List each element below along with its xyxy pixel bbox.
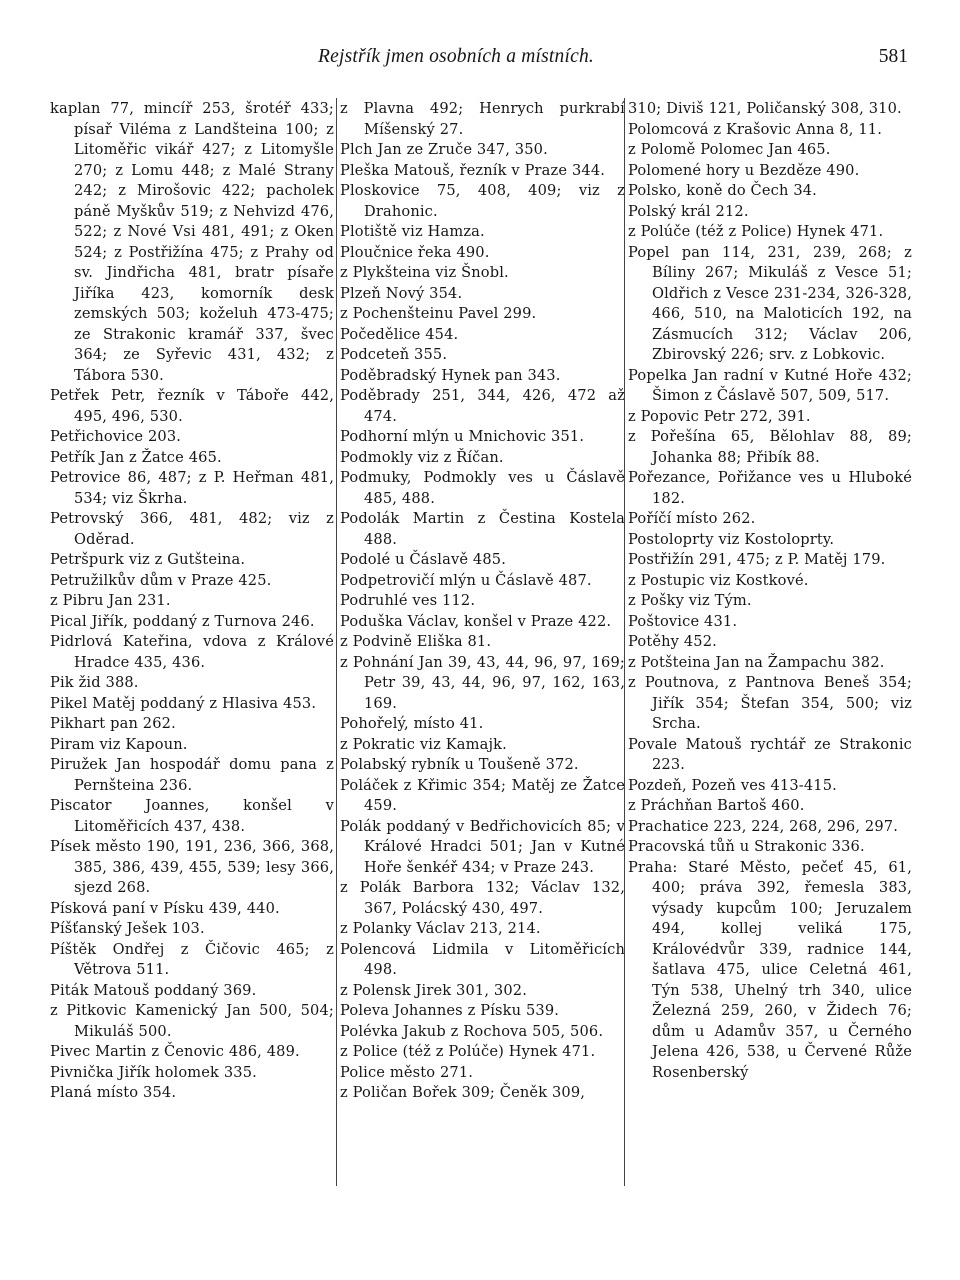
- index-entry: Píšťanský Ješek 103.: [50, 920, 205, 937]
- index-entry: z Polomě Polomec Jan 465.: [628, 141, 831, 158]
- index-entry: kaplan 77, mincíř 253, šrotéř 433; písař Viléma z Landšteina 100; z Litoměřic vikář 427; z Litomyšle 270; z Lomu 448; z Malé Strany 242; z Mirošovic 422; pacholek páně Myškův 519; z Nehvizd 476, 522; z Nové Vsi 481, 491; z Oken 524; z Postřižína 475; z Prahy od sv. Jindřicha 481, bratr písaře Jiříka 423, komorník desk zemských 503; koželuh 473-475; ze Strakonic kramář 337, švec 364; ze Syřevic 431, 432; z Tábora 530.: [50, 100, 334, 384]
- index-entry: Pical Jiřík, poddaný z Turnova 246.: [50, 612, 315, 630]
- index-entry: z Podvině Eliška 81.: [340, 633, 492, 650]
- index-column-1: [50, 99, 334, 1104]
- page-number: 581: [878, 46, 908, 67]
- index-entry: Podmokly viz z Říčan.: [340, 448, 504, 466]
- column-divider: [624, 98, 625, 1186]
- index-entry: Poděbradský Hynek pan 343.: [340, 366, 561, 384]
- index-entry: Ploskovice 75, 408, 409; viz z Drahonic.: [340, 182, 625, 220]
- index-entry: Plzeň Nový 354.: [340, 284, 463, 302]
- index-entry: z Práchňan Bartoš 460.: [628, 797, 805, 814]
- index-entry: Piták Matouš poddaný 369.: [50, 981, 257, 999]
- index-entry: z Pochenšteinu Pavel 299.: [340, 305, 537, 322]
- index-entry: z Pořešína 65, Bělohlav 88, 89; Johanka 88; Přibík 88.: [628, 428, 912, 466]
- index-entry: Popel pan 114, 231, 239, 268; z Bíliny 267; Mikuláš z Vesce 51; Oldřich z Vesce 231-234, 326-328, 466, 510, na Maloticích 192, na Zásmucích 312; Václav 206, Zbirovský 226; srv. z Lobkovic.: [628, 243, 912, 363]
- index-entry: Postoloprty viz Kostoloprty.: [628, 530, 835, 548]
- index-entry: Pivec Martin z Čenovic 486, 489.: [50, 1043, 300, 1060]
- index-entry: 310; Diviš 121, Poličanský 308, 310.: [628, 100, 902, 117]
- index-entry: Počedělice 454.: [340, 325, 459, 343]
- page-header: [0, 40, 960, 80]
- index-entry: Praha: Staré Město, pečeť 45, 61, 400; práva 392, řemesla 383, výsady kupcům 100; Jeruzalem 494, kollej veliká 175, Královédvůr 339, radnice 144, šatlava 475, ulice Celetná 461, Týn 538, Uhelný trh 340, ulice Železná 259, 260, v Židech 76; dům u Adamův 357, u Černého Jelena 426, 538, u Červené Růže Rosenberský: [628, 858, 912, 1081]
- index-column-2: [340, 99, 625, 1104]
- index-entry: Plch Jan ze Zruče 347, 350.: [340, 141, 548, 158]
- index-entry: Poděbrady 251, 344, 426, 472 až 474.: [340, 387, 625, 425]
- index-entry: Písek město 190, 191, 236, 366, 368, 385, 386, 439, 455, 539; lesy 366, sjezd 268.: [50, 838, 334, 896]
- index-entry: z Plykšteina viz Šnobl.: [340, 264, 509, 281]
- index-entry: z Police (též z Polúče) Hynek 471.: [340, 1043, 596, 1060]
- index-entry: Prachatice 223, 224, 268, 296, 297.: [628, 817, 899, 835]
- index-entry: Popelka Jan radní v Kutné Hoře 432; Šimon z Čáslavě 507, 509, 517.: [628, 366, 912, 404]
- index-entry: Potěhy 452.: [628, 633, 717, 650]
- index-entry: Pohořelý, místo 41.: [340, 715, 484, 732]
- index-entry: Polomené hory u Bezděze 490.: [628, 161, 860, 179]
- index-entry: Police město 271.: [340, 1063, 474, 1081]
- index-entry: z Popovic Petr 272, 391.: [628, 407, 811, 425]
- index-entry: Píštěk Ondřej z Čičovic 465; z Větrova 511.: [50, 940, 334, 978]
- index-entry: z Pibru Jan 231.: [50, 592, 171, 609]
- index-entry: Pikhart pan 262.: [50, 715, 176, 732]
- index-entry: Poštovice 431.: [628, 612, 738, 630]
- index-entry: Petřek Petr, řezník v Táboře 442, 495, 496, 530.: [50, 387, 334, 425]
- index-entry: Poláček z Křimic 354; Matěj ze Žatce 459.: [340, 776, 625, 814]
- index-entry: Pik žid 388.: [50, 674, 139, 691]
- index-entry: Petružilkův dům v Praze 425.: [50, 571, 272, 589]
- index-entry: Ploučnice řeka 490.: [340, 243, 490, 261]
- index-column-3: [628, 99, 912, 1083]
- index-entry: Poleva Johannes z Písku 539.: [340, 1002, 560, 1019]
- index-entry: z Polák Barbora 132; Václav 132, 367, Polácský 430, 497.: [340, 879, 625, 917]
- index-entry: Polévka Jakub z Rochova 505, 506.: [340, 1022, 604, 1040]
- index-entry: Pořezance, Pořižance ves u Hluboké 182.: [628, 469, 912, 507]
- index-entry: Planá místo 354.: [50, 1084, 177, 1101]
- index-entry: Piružek Jan hospodář domu pana z Pernšteina 236.: [50, 756, 334, 794]
- index-entry: z Pokratic viz Kamajk.: [340, 735, 507, 753]
- index-entry: z Poličan Bořek 309; Čeněk 309,: [340, 1084, 586, 1101]
- index-entry: Polomcová z Krašovic Anna 8, 11.: [628, 120, 883, 138]
- index-entry: z Postupic viz Kostkové.: [628, 571, 809, 589]
- index-entry: Plotiště viz Hamza.: [340, 223, 485, 240]
- index-entry: Podmuky, Podmokly ves u Čáslavě 485, 488.: [340, 469, 625, 507]
- index-entry: Podolé u Čáslavě 485.: [340, 551, 507, 568]
- index-entry: z Plavna 492; Henrych purkrabí Míšenský 27.: [340, 100, 625, 138]
- index-entry: Podolák Martin z Čestina Kostela 488.: [340, 510, 625, 548]
- index-entry: Pidrlová Kateřina, vdova z Králové Hradce 435, 436.: [50, 633, 334, 671]
- index-entry: Podceteň 355.: [340, 346, 448, 363]
- index-entry: Podpetrovičí mlýn u Čáslavě 487.: [340, 571, 592, 589]
- index-entry: Pozdeň, Pozeň ves 413-415.: [628, 776, 837, 794]
- index-entry: Piram viz Kapoun.: [50, 735, 188, 753]
- index-entry: Polabský rybník u Toušeně 372.: [340, 756, 579, 773]
- index-entry: Petřichovice 203.: [50, 428, 182, 445]
- index-entry: Poduška Václav, konšel v Praze 422.: [340, 612, 612, 630]
- index-entry: Pleška Matouš, řezník v Praze 344.: [340, 161, 606, 179]
- index-entry: Petřík Jan z Žatce 465.: [50, 448, 222, 466]
- running-title: Rejstřík jmen osobních a místních.: [318, 46, 594, 67]
- index-entry: Povale Matouš rychtář ze Strakonic 223.: [628, 735, 912, 773]
- index-entry: Písková paní v Písku 439, 440.: [50, 899, 280, 917]
- index-entry: Piscator Joannes, konšel v Litoměřicích 437, 438.: [50, 797, 334, 835]
- index-entry: Petrovice 86, 487; z P. Heřman 481, 534; viz Škrha.: [50, 469, 334, 507]
- index-entry: Podhorní mlýn u Mnichovic 351.: [340, 428, 585, 445]
- index-entry: Petršpurk viz z Gutšteina.: [50, 551, 246, 568]
- index-entry: Postřižín 291, 475; z P. Matěj 179.: [628, 551, 886, 568]
- index-entry: Polsko, koně do Čech 34.: [628, 182, 817, 199]
- index-entry: z Pošky viz Tým.: [628, 592, 752, 609]
- index-entry: Polák poddaný v Bedřichovicích 85; v Králové Hradci 501; Jan v Kutné Hoře šenkéř 434; v Praze 243.: [340, 817, 625, 876]
- index-entry: z Potšteina Jan na Žampachu 382.: [628, 653, 885, 671]
- index-entry: Pikel Matěj poddaný z Hlasiva 453.: [50, 694, 317, 712]
- index-entry: z Pitkovic Kamenický Jan 500, 504; Mikuláš 500.: [50, 1002, 334, 1040]
- index-entry: z Poutnova, z Pantnova Beneš 354; Jiřík 354; Štefan 354, 500; viz Srcha.: [628, 674, 912, 732]
- index-entry: Polencová Lidmila v Litoměřicích 498.: [340, 940, 625, 978]
- index-entry: Polský král 212.: [628, 202, 749, 220]
- index-entry: Pivnička Jiřík holomek 335.: [50, 1063, 257, 1081]
- index-entry: z Pohnání Jan 39, 43, 44, 96, 97, 169; Petr 39, 43, 44, 96, 97, 162, 163, 169.: [340, 653, 625, 712]
- index-entry: Podruhlé ves 112.: [340, 592, 476, 609]
- index-entry: z Polanky Václav 213, 214.: [340, 920, 541, 937]
- index-entry: z Polensk Jirek 301, 302.: [340, 981, 528, 999]
- index-entry: z Polúče (též z Police) Hynek 471.: [628, 223, 884, 240]
- index-entry: Pracovská tůň u Strakonic 336.: [628, 838, 865, 855]
- column-divider: [336, 98, 337, 1186]
- index-entry: Petrovský 366, 481, 482; viz z Oděrad.: [50, 510, 334, 548]
- index-entry: Poříčí místo 262.: [628, 510, 756, 527]
